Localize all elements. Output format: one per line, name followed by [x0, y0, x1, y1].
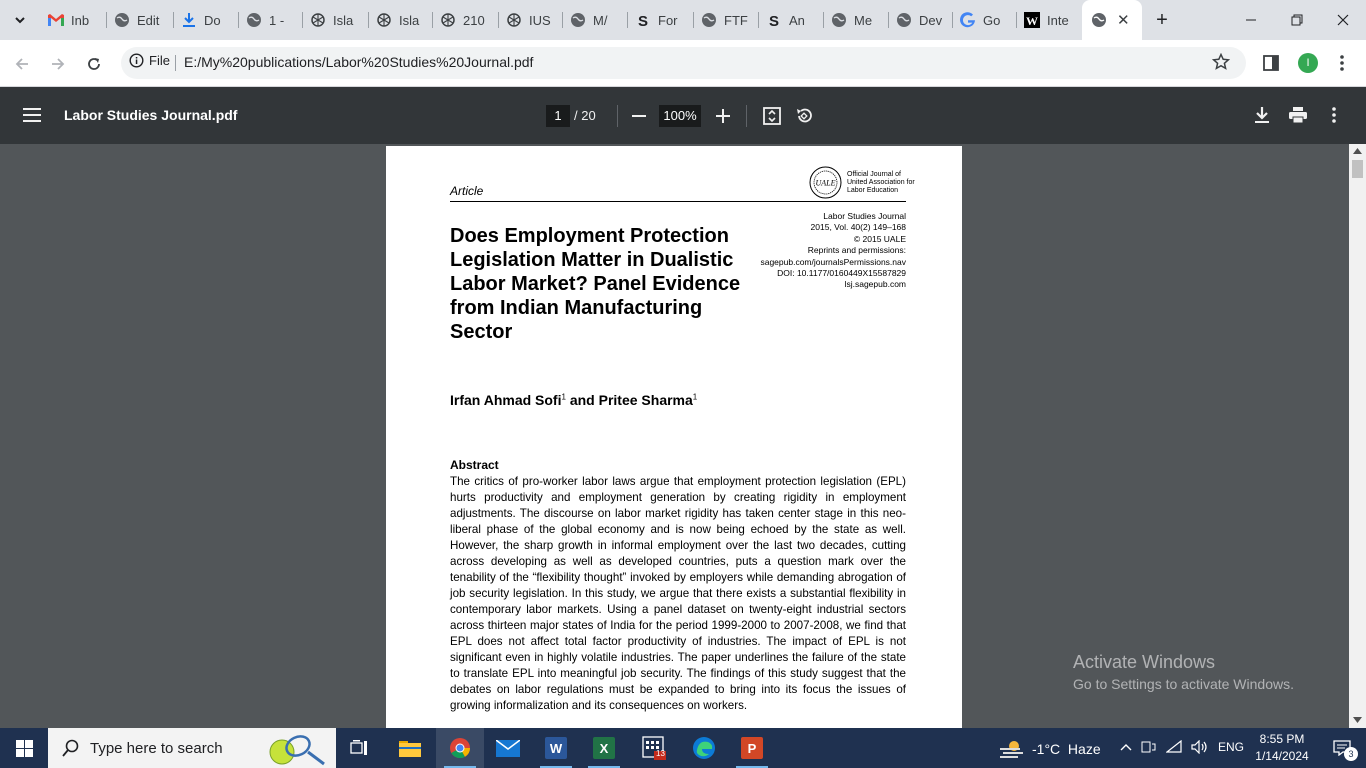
tab-separator	[498, 12, 499, 28]
scroll-up-icon[interactable]	[1353, 148, 1362, 154]
tab-label: Edit	[137, 12, 160, 28]
windows-taskbar	[0, 728, 1366, 768]
volume-icon[interactable]	[1191, 740, 1209, 754]
tab-separator	[952, 12, 953, 28]
powerpoint-icon	[741, 737, 763, 759]
tab-separator	[1016, 12, 1017, 28]
globe-icon	[701, 12, 717, 28]
tab[interactable]	[181, 8, 237, 32]
tab-separator	[627, 12, 628, 28]
globe-icon	[246, 12, 262, 28]
clock-date: 1/14/2024	[1255, 749, 1309, 763]
word-icon	[545, 737, 567, 759]
tab[interactable]	[831, 8, 887, 32]
calendar-badge: 13	[656, 749, 665, 758]
browser-toolbar	[0, 40, 1366, 87]
tab-label: Inb	[71, 12, 90, 28]
logo-caption: Official Journal of United Association for Labor Education	[847, 171, 915, 194]
tab-label: Inte	[1047, 12, 1069, 28]
clock[interactable]	[1254, 731, 1310, 765]
tab-active[interactable]	[1082, 0, 1142, 40]
tab-label: Go	[983, 12, 1001, 28]
header-rule	[450, 201, 906, 202]
clock-time: 8:55 PM	[1259, 732, 1305, 746]
excel-button[interactable]	[580, 728, 628, 768]
tab-separator	[693, 12, 694, 28]
tab-strip	[0, 0, 1366, 40]
gmail-icon	[48, 12, 64, 28]
omnibox-divider	[175, 55, 176, 71]
abstract-text: The critics of pro-worker labor laws argue that employment protection legislation (EPL) hurts productivity and employment generation by creating rigidity in employment adjustments. The discourse on labor market rigidity has taken center stage in this neo-liberal phase of the global economy and is now being echoed by the state as well. However, the sharp growth in informal employment over the last two decades, cutting across developing as well as developed countries, puts a question mark over the tenability of the “flexibility thought” invoked by employers while demanding abrogation of job security legislation. In this study, we argue that there exists a substantial flexibility in contemporary labor markets. Using a panel dataset on twenty-eight industrial sectors across thirteen major states of India for the period 1999-2000 to 2007-2008, we find that EPL does not affect total factor productivity of industries. The impact of EPL is not significant even in highly volatile industries. The paper underlines the failure of the state to translate EPL into meaningful job security. The findings of this study suggest that the debates on labor regulations must be expanded to bring into its focus the issues of growing informalization and its consequences on workers.	[450, 475, 906, 712]
close-tab-icon[interactable]: ✕	[1117, 12, 1130, 29]
tab[interactable]	[310, 8, 366, 32]
page-number-input[interactable]: 1	[546, 105, 570, 127]
scribd-icon	[635, 12, 651, 28]
windows-logo-icon	[16, 740, 33, 757]
browser-menu-icon[interactable]	[1340, 54, 1344, 77]
zoom-out-button[interactable]	[628, 105, 650, 127]
tab[interactable]	[376, 8, 432, 32]
tab-label: For	[658, 12, 678, 28]
weather-text: -1°C Haze	[1032, 741, 1101, 757]
journal-metadata: Labor Studies Journal 2015, Vol. 40(2) 149–168 © 2015 UALE Reprints and permissions: sagepub.com/journalsPermissions.nav DOI: 10.1177/0160449X15587829 lsj.sagepub.com	[760, 211, 906, 290]
chrome-button[interactable]	[436, 728, 484, 768]
zoom-level-input[interactable]: 100%	[659, 105, 701, 127]
tab-label: Isla	[333, 12, 354, 28]
mail-button[interactable]	[484, 728, 532, 768]
scrollbar-thumb[interactable]	[1352, 160, 1363, 178]
toolbar-divider	[746, 105, 747, 127]
globe-icon	[831, 12, 847, 28]
minus-icon	[632, 109, 646, 123]
pdf-toolbar	[0, 87, 1366, 144]
scroll-down-icon[interactable]	[1353, 717, 1362, 723]
scribd-icon	[766, 12, 782, 28]
tab-separator	[238, 12, 239, 28]
pdf-file-title: Labor Studies Journal.pdf	[64, 107, 238, 123]
svg-text:W: W	[1026, 14, 1038, 28]
side-panel-icon[interactable]	[1263, 55, 1279, 76]
tab-label: Dev	[919, 12, 943, 28]
taskbar-search[interactable]	[48, 728, 336, 768]
author-line: Irfan Ahmad Sofi$^1$ and Pritee Sharma$^1$	[450, 392, 698, 408]
fit-page-icon	[763, 107, 781, 125]
svg-text:X: X	[599, 741, 609, 756]
fit-to-page-button[interactable]	[760, 104, 784, 128]
download-icon	[181, 12, 197, 28]
download-button[interactable]	[1250, 103, 1274, 127]
reload-button[interactable]	[80, 50, 108, 78]
more-options-icon[interactable]	[1322, 103, 1346, 127]
tab-separator	[368, 12, 369, 28]
tab-separator	[106, 12, 107, 28]
search-icon	[62, 739, 80, 757]
chrome-icon	[449, 737, 471, 759]
back-button[interactable]	[8, 50, 36, 78]
notification-count: 3	[1344, 747, 1358, 761]
new-tab-button[interactable]: +	[1156, 8, 1168, 31]
calendar-button[interactable]	[630, 728, 678, 768]
tab[interactable]	[766, 8, 822, 32]
tab[interactable]	[246, 8, 302, 32]
tab-label: IUS	[529, 12, 551, 28]
chevron-up-icon[interactable]	[1120, 743, 1132, 751]
wikipedia-icon	[1024, 12, 1040, 28]
search-placeholder: Type here to search	[90, 739, 223, 757]
chevron-down-icon	[14, 14, 26, 26]
tab[interactable]	[896, 8, 952, 32]
scrollbar-track[interactable]	[1349, 144, 1366, 728]
svg-text:UALE: UALE	[815, 178, 836, 188]
tab-label: Me	[854, 12, 873, 28]
arrow-right-icon	[50, 56, 66, 72]
edge-icon	[692, 736, 716, 760]
tab[interactable]	[114, 8, 170, 32]
tab-separator	[302, 12, 303, 28]
tab-separator	[432, 12, 433, 28]
powerpoint-button[interactable]	[728, 728, 776, 768]
openai-icon	[376, 12, 392, 28]
excel-icon	[593, 737, 615, 759]
minimize-button[interactable]	[1228, 0, 1274, 40]
author-name: Irfan Ahmad Sofi	[450, 392, 562, 408]
abstract-heading: Abstract	[450, 458, 499, 472]
globe-icon	[114, 12, 130, 28]
close-window-button[interactable]	[1320, 0, 1366, 40]
file-explorer-button[interactable]	[386, 728, 434, 768]
task-view-button[interactable]	[336, 728, 384, 768]
battery-icon[interactable]	[1141, 741, 1157, 753]
arrow-left-icon	[14, 56, 30, 72]
globe-icon	[1091, 12, 1107, 28]
paper-title: Does Employment Protection Legislation Matter in Dualistic Labor Market? Panel Evidence from Indian Manufacturing Sector	[450, 225, 741, 343]
activation-watermark: Activate Windows Go to Settings to activate Windows.	[1073, 652, 1294, 692]
start-button[interactable]	[0, 728, 48, 768]
globe-icon	[570, 12, 586, 28]
tab-label: Do	[204, 12, 221, 28]
zoom-in-button[interactable]	[712, 105, 734, 127]
edge-button[interactable]	[680, 728, 728, 768]
tab-label: 210	[463, 12, 485, 28]
pdf-menu-icon[interactable]	[20, 103, 44, 127]
reload-icon	[86, 56, 102, 72]
openai-icon	[310, 12, 326, 28]
system-tray	[1120, 740, 1244, 754]
tab[interactable]	[570, 8, 626, 32]
download-icon	[1254, 106, 1270, 124]
tab-separator	[562, 12, 563, 28]
openai-icon	[506, 12, 522, 28]
site-info-chip[interactable]	[129, 53, 170, 68]
mail-icon	[496, 740, 520, 757]
site-chip-label: File	[149, 53, 170, 68]
tab-label: 1 -	[269, 12, 285, 28]
language-indicator[interactable]: ENG	[1218, 740, 1245, 754]
tab[interactable]	[506, 8, 562, 32]
svg-text:S: S	[637, 13, 649, 28]
folder-icon	[399, 739, 421, 757]
svg-text:W: W	[549, 741, 563, 756]
tab-label: M/	[593, 12, 608, 28]
tab-separator	[173, 12, 174, 28]
tab-search-button[interactable]	[8, 8, 32, 32]
tab[interactable]	[440, 8, 496, 32]
weather-widget[interactable]	[1000, 739, 1101, 759]
tab-label: Isla	[399, 12, 420, 28]
rotate-button[interactable]	[792, 104, 816, 128]
print-icon	[1289, 107, 1307, 123]
restore-icon	[1291, 14, 1303, 26]
restore-button[interactable]	[1274, 0, 1320, 40]
profile-avatar[interactable]	[1298, 53, 1318, 73]
tab-separator	[888, 12, 889, 28]
tab-separator	[823, 12, 824, 28]
svg-text:S: S	[768, 13, 780, 28]
globe-icon	[896, 12, 912, 28]
bookmark-star-icon[interactable]	[1212, 53, 1230, 76]
uale-logo-icon	[809, 166, 842, 199]
pdf-viewer[interactable]	[0, 144, 1366, 728]
notification-center-button[interactable]	[1322, 728, 1362, 768]
address-bar[interactable]	[121, 47, 1246, 79]
openai-icon	[440, 12, 456, 28]
tab[interactable]	[1024, 8, 1080, 32]
forward-button[interactable]	[44, 50, 72, 78]
toolbar-divider	[617, 105, 618, 127]
wifi-icon[interactable]	[1166, 740, 1182, 754]
profile-initial: I	[1306, 57, 1310, 69]
tennis-racket-icon	[264, 730, 330, 766]
tab-separator	[758, 12, 759, 28]
google-icon	[960, 12, 976, 28]
haze-icon	[1000, 739, 1024, 759]
word-button[interactable]	[532, 728, 580, 768]
tab[interactable]	[960, 8, 1016, 32]
tab-label: An	[789, 12, 805, 28]
svg-text:P: P	[747, 741, 757, 756]
pdf-page	[386, 146, 962, 728]
page-total: / 20	[574, 108, 596, 123]
tab[interactable]	[701, 8, 757, 32]
info-icon	[129, 53, 144, 68]
article-label: Article	[450, 184, 484, 198]
print-button[interactable]	[1286, 103, 1310, 127]
author-name: Pritee Sharma	[598, 392, 693, 408]
plus-icon	[716, 109, 730, 123]
tab[interactable]	[48, 8, 104, 32]
tab[interactable]	[635, 8, 691, 32]
minimize-icon	[1245, 14, 1257, 26]
close-icon	[1337, 14, 1349, 26]
tab-label: FTF	[724, 12, 748, 28]
rotate-icon	[795, 107, 813, 125]
url-text[interactable]: E:/My%20publications/Labor%20Studies%20Journal.pdf	[184, 54, 534, 70]
task-view-icon	[350, 739, 370, 757]
